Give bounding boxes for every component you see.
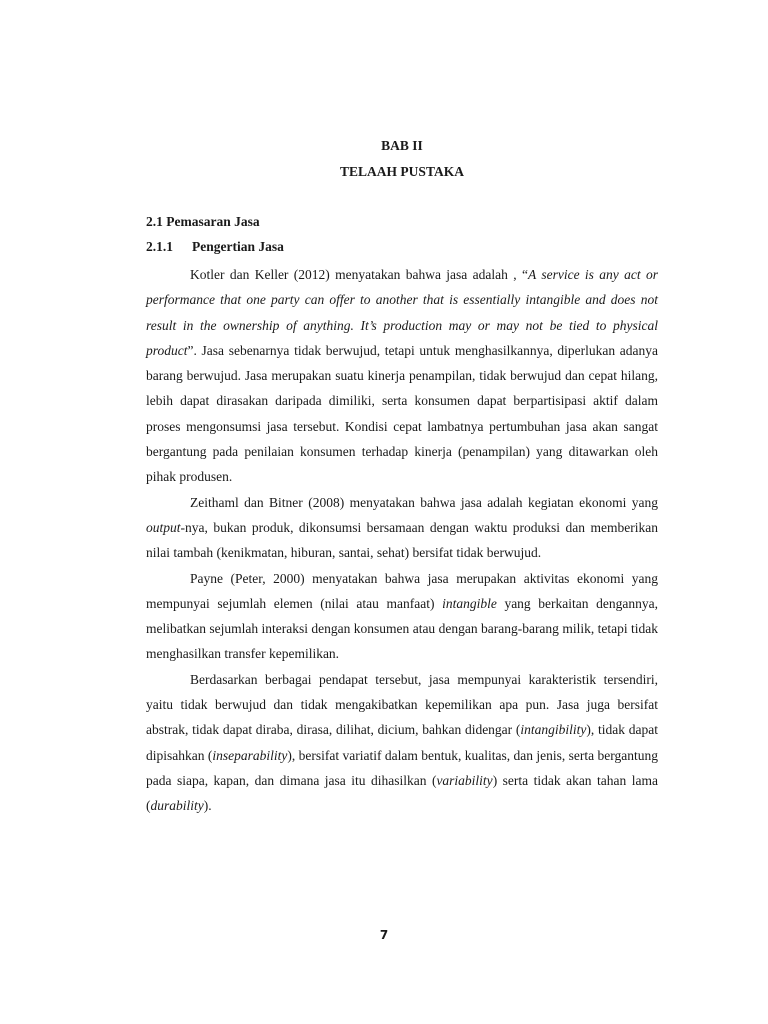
paragraph-text: Payne (Peter, 2000) menyatakan bahwa jasa merupakan aktivitas ekonomi yang mempunyai sejumlah elemen (nilai atau manfaat)	[146, 570, 658, 611]
body-text	[146, 262, 658, 819]
chapter-number: BAB II	[381, 138, 423, 153]
italic-term: intangibility	[520, 722, 587, 738]
paragraph-text: Kotler dan Keller (2012) menyatakan bahwa jasa adalah , “	[190, 267, 528, 282]
subsection-title: Pengertian Jasa	[192, 239, 284, 254]
paragraph-text: yang berkaitan dengannya, melibatkan sejumlah interaksi dengan konsumen atau dengan barang-barang milik, tetapi tidak menghasilkan transfer kepemilikan.	[146, 595, 658, 662]
section-heading: 2.1 Pemasaran Jasa	[146, 214, 260, 229]
italic-term: durability	[150, 798, 204, 814]
paragraph-text: ).	[203, 798, 212, 814]
subsection-number: 2.1.1	[146, 239, 173, 254]
italic-term: output	[146, 519, 181, 535]
definition-quote: A service is any act or performance that one party can offer to another that is essentially intangible and does not result in the ownership of anything. It’s production may or may not be tied to physical product	[146, 267, 658, 358]
paragraph-payne	[146, 566, 658, 667]
italic-term: variability	[436, 772, 493, 788]
page-number: 7	[379, 928, 389, 942]
italic-term: inseparability	[212, 747, 288, 763]
paragraph-text: Berdasarkan berbagai pendapat tersebut, jasa mempunyai karakteristik tersendiri, yaitu tidak berwujud dan tidak mengakibatkan kepemilikan apa pun. Jasa juga bersifat abstrak, tidak dapat diraba, dirasa, dilihat, dicium, bahkan didengar (	[146, 671, 658, 738]
paragraph-text: ), tidak dapat dipisahkan (	[146, 722, 659, 763]
paragraph-text: -nya, bukan produk, dikonsumsi bersamaan dengan waktu produksi dan memberikan nilai tambah (kenikmatan, hiburan, santai, sehat) bersifat tidak berwujud.	[146, 519, 658, 561]
subsection-heading	[146, 239, 284, 255]
paragraph-text: ”. Jasa sebenarnya tidak berwujud, tetapi untuk menghasilkannya, diperlukan adanya barang berwujud. Jasa merupakan suatu kinerja penampilan, tidak berwujud dan cepat hilang, lebih dapat dirasakan daripada dimiliki, serta konsumen dapat berpartisipasi aktif dalam proses mengonsumsi jasa tersebut. Kondisi cepat lambatnya pertumbuhan jasa akan sangat bergantung pada penilaian konsumen terhadap kinerja (penampilan) yang ditawarkan oleh pihak produsen.	[146, 342, 658, 485]
paragraph-zeithaml-bitner	[146, 490, 658, 566]
chapter-title: TELAAH PUSTAKA	[340, 164, 464, 179]
paragraph-text: ) serta tidak akan tahan lama (	[146, 772, 658, 814]
paragraph-text: Zeithaml dan Bitner (2008) menyatakan bahwa jasa adalah kegiatan ekonomi yang	[190, 494, 658, 510]
paragraph-text: ), bersifat variatif dalam bentuk, kualitas, dan jenis, serta bergantung pada siapa, kapan, dan dimana jasa itu dihasilkan (	[146, 747, 658, 788]
italic-term: intangible	[442, 595, 497, 611]
paragraph-kotler-keller	[146, 262, 658, 490]
paragraph-summary	[146, 667, 658, 819]
